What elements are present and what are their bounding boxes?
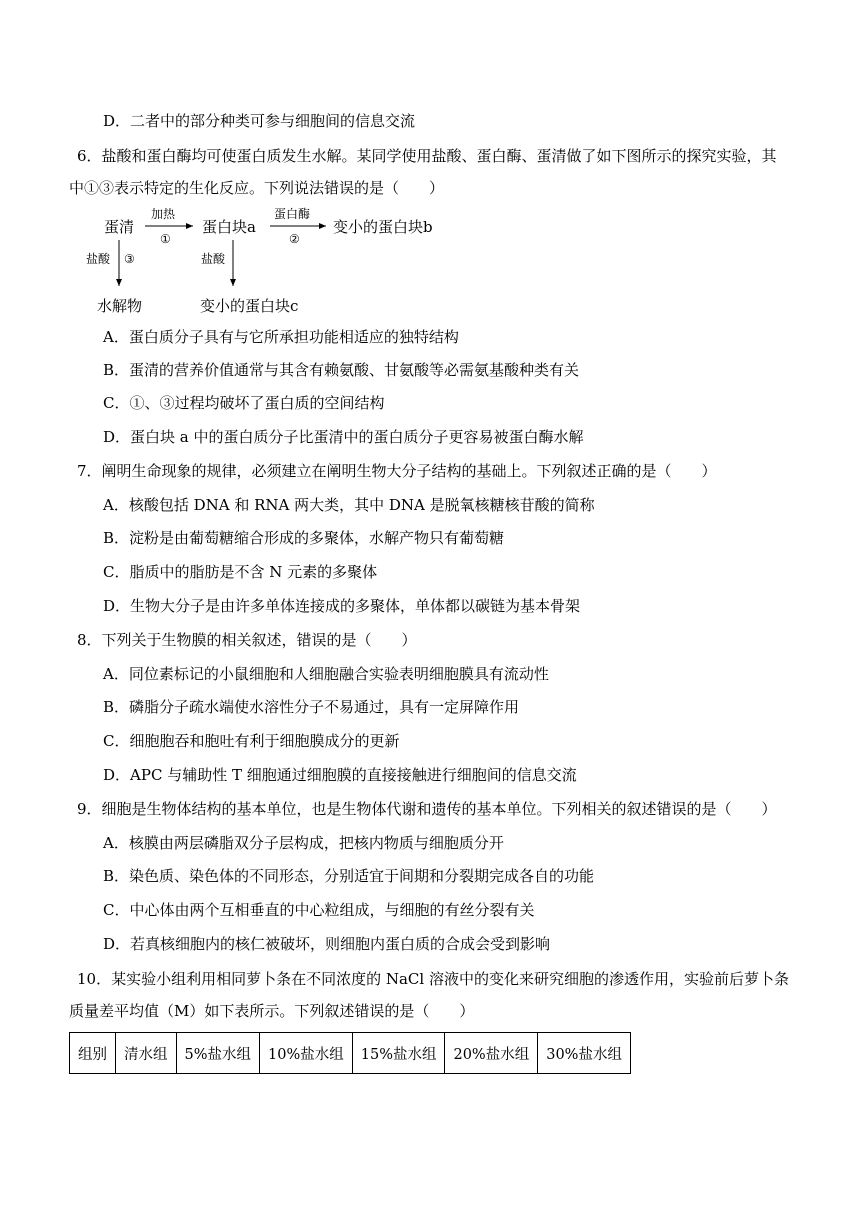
q7-option-b: B．淀粉是由葡萄糖缩合形成的多聚体，水解产物只有葡萄糖 [103,529,505,547]
table-header-cell: 30%盐水组 [538,1033,631,1074]
q9-stem: 9．细胞是生物体结构的基本单位，也是生物体代谢和遗传的基本单位。下列相关的叙述错误的是（ ） [77,800,777,818]
diagram-hydrolysate: 水解物 [97,297,143,315]
q9-option-a: A．核膜由两层磷脂双分子层构成，把核内物质与细胞质分开 [103,834,504,852]
table-header-cell: 5%盐水组 [176,1033,260,1074]
q6-option-a: A．蛋白质分子具有与它所承担功能相适应的独特结构 [103,328,459,346]
q7-stem: 7．阐明生命现象的规律，必须建立在阐明生物大分子结构的基础上。下列叙述正确的是（ ） [77,462,717,480]
table-header-cell: 10%盐水组 [260,1033,353,1074]
diagram-step2: ② [289,232,300,246]
q7-option-a: A．核酸包括 DNA 和 RNA 两大类，其中 DNA 是脱氧核糖核苷酸的简称 [103,496,595,514]
diagram-step3: ③ [124,252,135,266]
q8-option-d: D．APC 与辅助性 T 细胞通过细胞膜的直接接触进行细胞间的信息交流 [103,766,577,784]
q8-option-c: C．细胞胞吞和胞吐有利于细胞膜成分的更新 [103,732,400,750]
diagram-egg-white: 蛋清 [104,218,135,236]
q8-option-b: B．磷脂分子疏水端使水溶性分子不易通过，具有一定屏障作用 [103,698,520,716]
table-header-cell: 15%盐水组 [352,1033,445,1074]
table-header-row [70,1033,631,1074]
q9-option-b: B．染色质、染色体的不同形态，分别适宜于间期和分裂期完成各自的功能 [103,867,595,885]
diagram-acid-left: 盐酸 [86,252,111,266]
q5-option-d: D．二者中的部分种类可参与细胞间的信息交流 [103,112,416,130]
q6-stem-line1: 6．盐酸和蛋白酶均可使蛋白质发生水解。某同学使用盐酸、蛋白酶、蛋清做了如下图所示的探究实验，其 [77,147,777,165]
diagram-heat-label: 加热 [151,207,176,221]
q6-option-c: C．①、③过程均破坏了蛋白质的空间结构 [103,394,385,412]
table-header-cell: 20%盐水组 [445,1033,538,1074]
q6-option-b: B．蛋清的营养价值通常与其含有赖氨酸、甘氨酸等必需氨基酸种类有关 [103,361,580,379]
q8-stem: 8．下列关于生物膜的相关叙述，错误的是（ ） [77,631,417,649]
diagram-step1: ① [160,232,171,246]
diagram-smaller-b: 变小的蛋白块b [333,218,433,236]
q7-option-c: C．脂质中的脂肪是不含 N 元素的多聚体 [103,563,378,581]
table-header-cell: 清水组 [116,1033,177,1074]
diagram-smaller-c: 变小的蛋白块c [200,297,299,315]
q9-option-c: C．中心体由两个互相垂直的中心粒组成，与细胞的有丝分裂有关 [103,901,535,919]
q6-stem-line2: 中①③表示特定的生化反应。下列说法错误的是（ ） [69,179,445,197]
q7-option-d: D．生物大分子是由许多单体连接成的多聚体，单体都以碳链为基本骨架 [103,597,581,615]
q10-data-table [69,1032,631,1074]
diagram-acid-mid: 盐酸 [201,252,226,266]
table-header-cell: 组别 [70,1033,116,1074]
q9-option-d: D．若真核细胞内的核仁被破坏，则细胞内蛋白质的合成会受到影响 [103,935,551,953]
q8-option-a: A．同位素标记的小鼠细胞和人细胞融合实验表明细胞膜具有流动性 [103,665,549,683]
q10-stem-line1: 10．某实验小组利用相同萝卜条在不同浓度的 NaCl 溶液中的变化来研究细胞的渗透作用，实验前后萝卜条 [77,970,789,988]
q10-stem-line2: 质量差平均值（M）如下表所示。下列叙述错误的是（ ） [69,1002,475,1020]
q6-option-d: D．蛋白块 a 中的蛋白质分子比蛋清中的蛋白质分子更容易被蛋白酶水解 [103,428,584,446]
diagram-protease-label: 蛋白酶 [274,207,311,221]
diagram-block-a: 蛋白块a [202,218,256,236]
